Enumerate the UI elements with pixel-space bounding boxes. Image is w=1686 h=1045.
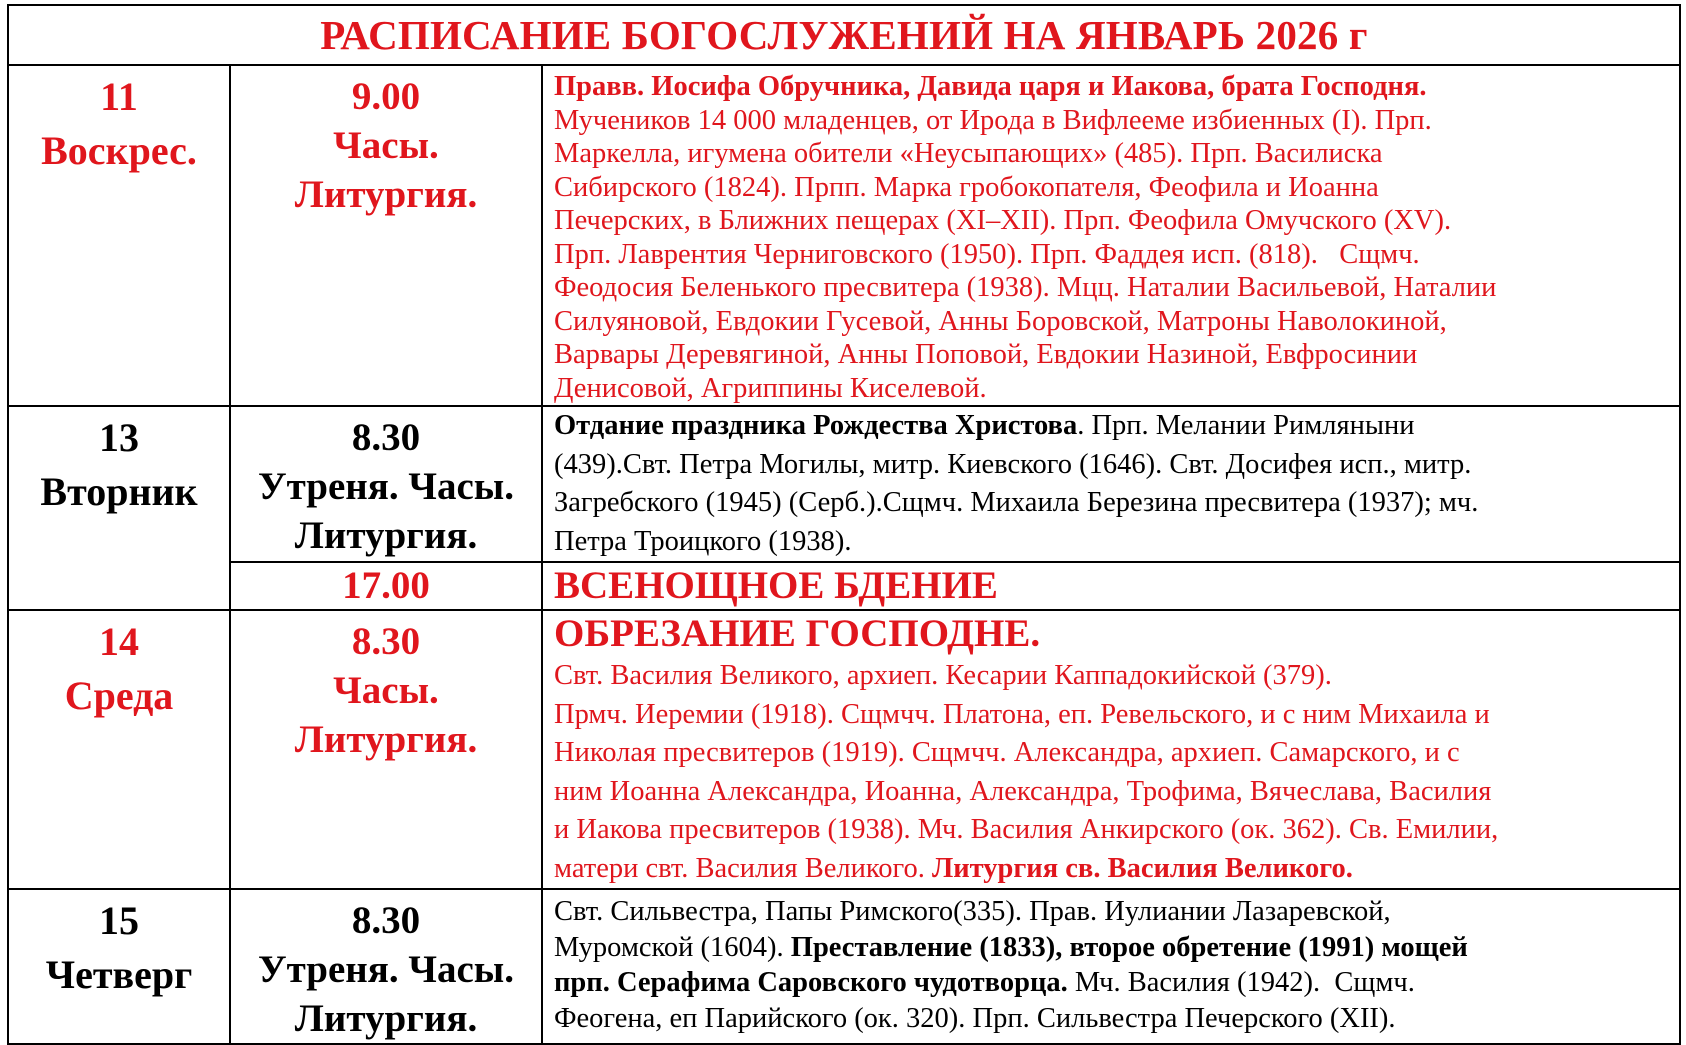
date-cell <box>8 889 230 1044</box>
service-time: 8.30 <box>351 416 421 459</box>
desc-line: Свт. Сильвестра, Папы Римского(335). Прав. Иулиании Лазаревской, <box>554 896 1391 927</box>
weekday: Вторник <box>40 469 198 514</box>
desc-line: ним Иоанна Александра, Иоанна, Александра, Трофима, Вячеслава, Василия <box>554 775 1492 807</box>
desc-line: Варвары Деревягиной, Анны Поповой, Евдокии Назиной, Евфросинии <box>554 339 1418 370</box>
desc-line: и Иакова пресвитеров (1938). Мч. Василия Анкирского (ок. 362). Св. Емилии, <box>554 814 1499 845</box>
service-time: 9.00 <box>351 75 421 118</box>
desc-line: Петра Троицкого (1938). <box>554 525 852 557</box>
service-time: 8.30 <box>351 620 421 663</box>
weekday: Четверг <box>45 952 193 997</box>
vigil-time: 17.00 <box>230 562 542 610</box>
desc-line: Николая пресвитеров (1919). Сщмчч. Александра, архиеп. Самарского, и с <box>554 737 1460 768</box>
desc-line: Печерских, в Ближних пещерах (XI–XII). Прп. Феофила Омучского (XV). <box>554 205 1452 236</box>
desc-line: Прмч. Иеремии (1918). Сщмчч. Платона, еп. Ревельского, и с ним Михаила и <box>554 698 1490 730</box>
schedule-title: РАСПИСАНИЕ БОГОСЛУЖЕНИЙ НА ЯНВАРЬ 2026 г <box>8 5 1680 65</box>
desc-line <box>554 407 1671 446</box>
weekday: Среда <box>64 673 174 718</box>
day-row-14 <box>8 610 1680 889</box>
day-number: 13 <box>99 415 139 460</box>
desc-line: (439).Свт. Петра Могилы, митр. Киевского (1646). Свт. Досифея исп., митр. <box>554 448 1472 480</box>
desc-text: . Прп. Мелании Римляныни <box>1077 410 1415 441</box>
day-number: 14 <box>99 619 139 664</box>
time-cell <box>230 406 542 562</box>
desc-text: Муромской (1604). <box>554 931 791 963</box>
day-number: 11 <box>100 74 138 119</box>
service-name: Часы. <box>333 124 439 167</box>
service-name: Литургия. <box>294 514 478 557</box>
desc-line <box>554 930 1671 966</box>
vigil-label: ВСЕНОЩНОЕ БДЕНИЕ <box>542 562 1680 610</box>
service-name: Утреня. Часы. <box>258 465 514 508</box>
desc-line: Прп. Лаврентия Черниговского (1950). Прп. Фаддея исп. (818). Сщмч. <box>554 238 1420 270</box>
saints-description <box>542 65 1680 406</box>
desc-line: Феогена, еп Парийского (ок. 320). Прп. Сильвестра Печерского (XII). <box>554 1002 1396 1034</box>
date-cell <box>8 65 230 406</box>
title-row <box>8 5 1680 65</box>
liturgy-note: Литургия св. Василия Великого. <box>931 852 1353 884</box>
saints-description <box>542 610 1680 889</box>
desc-line: Мучеников 14 000 младенцев, от Ирода в Вифлееме избиенных (I). Прп. <box>554 104 1432 136</box>
service-name: Часы. <box>333 669 439 712</box>
desc-line <box>554 965 1671 1001</box>
day-row-11 <box>8 65 1680 406</box>
desc-line: Феодосия Беленького пресвитера (1938). Мцц. Наталии Васильевой, Наталии <box>554 272 1497 303</box>
saints-description <box>542 406 1680 562</box>
desc-line: Загребского (1945) (Серб.).Сщмч. Михаила Березина пресвитера (1937); мч. <box>554 487 1479 518</box>
desc-text: Мч. Василия (1942). Сщмч. <box>1067 967 1415 998</box>
desc-line: Свт. Василия Великого, архиеп. Кесарии Каппадокийской (379). <box>554 660 1332 691</box>
time-cell <box>230 610 542 889</box>
service-name: Литургия. <box>294 997 478 1040</box>
desc-line: Сибирского (1824). Прпп. Марка гробокопателя, Феофила и Иоанна <box>554 171 1379 203</box>
weekday: Воскрес. <box>41 128 197 173</box>
vigil-row <box>8 562 1680 610</box>
service-name: Литургия. <box>294 718 478 761</box>
time-cell <box>230 889 542 1044</box>
feast-title: Правв. Иосифа Обручника, Давида царя и Иакова, брата Господня. <box>554 71 1427 102</box>
date-cell <box>8 610 230 889</box>
feast-heading: ОБРЕЗАНИЕ ГОСПОДНЕ. <box>554 612 1041 655</box>
desc-text: матери свт. Василия Великого. <box>554 852 932 884</box>
desc-line: Денисовой, Агриппины Киселевой. <box>554 372 987 404</box>
service-time: 8.30 <box>351 899 421 942</box>
service-name: Литургия. <box>294 173 478 216</box>
day-row-13 <box>8 406 1680 562</box>
time-cell <box>230 65 542 406</box>
day-number: 15 <box>99 898 139 943</box>
schedule-table <box>7 4 1681 1045</box>
day-row-15 <box>8 889 1680 1044</box>
desc-line <box>554 850 1671 889</box>
relics-note: Преставление (1833), второе обретение (1991) мощей <box>790 931 1468 963</box>
desc-line: Силуяновой, Евдокии Гусевой, Анны Боровской, Матроны Наволокиной, <box>554 305 1447 337</box>
relics-note: прп. Серафима Саровского чудотворца. <box>554 967 1068 998</box>
desc-line: Маркелла, игумена обители «Неусыпающих» (485). Прп. Василиска <box>554 138 1383 169</box>
service-name: Утреня. Часы. <box>258 948 514 991</box>
date-cell <box>8 406 230 610</box>
feast-title: Отдание праздника Рождества Христова <box>554 410 1078 441</box>
saints-description <box>542 889 1680 1044</box>
